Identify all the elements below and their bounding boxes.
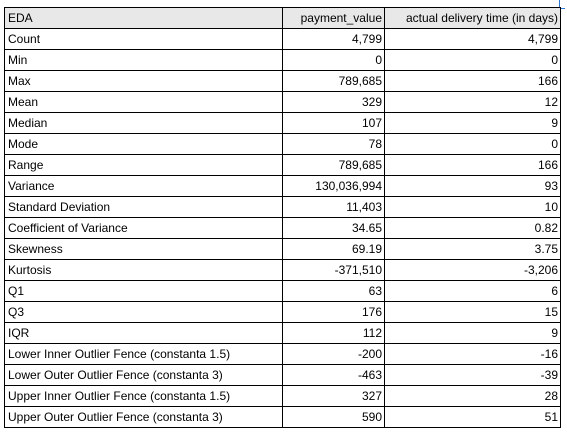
row-label[interactable]: IQR (5, 323, 283, 344)
payment-value-cell[interactable]: 11,403 (283, 197, 385, 218)
row-label[interactable]: Standard Deviation (5, 197, 283, 218)
payment-value-cell[interactable]: 63 (283, 281, 385, 302)
delivery-days-cell[interactable]: 0 (385, 134, 561, 155)
row-label[interactable]: Median (5, 113, 283, 134)
delivery-days-cell[interactable]: 166 (385, 71, 561, 92)
payment-value-cell[interactable]: -371,510 (283, 260, 385, 281)
table-row (5, 218, 561, 239)
row-label[interactable]: Mode (5, 134, 283, 155)
table-row (5, 260, 561, 281)
delivery-days-cell[interactable]: -16 (385, 344, 561, 365)
row-label[interactable]: Lower Outer Outlier Fence (constanta 3) (5, 365, 283, 386)
eda-summary-table (4, 7, 561, 428)
table-row (5, 365, 561, 386)
payment-value-cell[interactable]: 130,036,994 (283, 176, 385, 197)
payment-value-cell[interactable]: 78 (283, 134, 385, 155)
header-row (5, 8, 561, 29)
row-label[interactable]: Upper Inner Outlier Fence (constanta 1.5) (5, 386, 283, 407)
delivery-days-cell[interactable]: 12 (385, 92, 561, 113)
delivery-days-cell[interactable]: 93 (385, 176, 561, 197)
delivery-days-cell[interactable]: 6 (385, 281, 561, 302)
table-row (5, 134, 561, 155)
row-label[interactable]: Count (5, 29, 283, 50)
payment-value-cell[interactable]: 0 (283, 50, 385, 71)
payment-value-cell[interactable]: 176 (283, 302, 385, 323)
eda-spreadsheet (4, 7, 561, 428)
payment-value-cell[interactable]: 34.65 (283, 218, 385, 239)
row-label[interactable]: Variance (5, 176, 283, 197)
payment-value-cell[interactable]: 4,799 (283, 29, 385, 50)
header-cell-payment-value[interactable]: payment_value (283, 8, 385, 29)
delivery-days-cell[interactable]: 28 (385, 386, 561, 407)
header-cell-delivery-time[interactable]: actual delivery time (in days) (385, 8, 561, 29)
payment-value-cell[interactable]: 329 (283, 92, 385, 113)
table-row (5, 176, 561, 197)
delivery-days-cell[interactable]: 9 (385, 113, 561, 134)
table-row (5, 344, 561, 365)
delivery-days-cell[interactable]: 0 (385, 50, 561, 71)
header-cell-eda[interactable]: EDA (5, 8, 283, 29)
table-row (5, 302, 561, 323)
table-row (5, 239, 561, 260)
table-row (5, 407, 561, 428)
delivery-days-cell[interactable]: 9 (385, 323, 561, 344)
delivery-days-cell[interactable]: 166 (385, 155, 561, 176)
row-label[interactable]: Q3 (5, 302, 283, 323)
row-label[interactable]: Coefficient of Variance (5, 218, 283, 239)
row-label[interactable]: Min (5, 50, 283, 71)
table-row (5, 50, 561, 71)
delivery-days-cell[interactable]: 10 (385, 197, 561, 218)
delivery-days-cell[interactable]: 51 (385, 407, 561, 428)
payment-value-cell[interactable]: 107 (283, 113, 385, 134)
table-row (5, 323, 561, 344)
payment-value-cell[interactable]: 112 (283, 323, 385, 344)
row-label[interactable]: Range (5, 155, 283, 176)
delivery-days-cell[interactable]: 4,799 (385, 29, 561, 50)
row-label[interactable]: Max (5, 71, 283, 92)
row-label[interactable]: Lower Inner Outlier Fence (constanta 1.5) (5, 344, 283, 365)
table-row (5, 386, 561, 407)
row-label[interactable]: Mean (5, 92, 283, 113)
table-row (5, 113, 561, 134)
table-row (5, 92, 561, 113)
payment-value-cell[interactable]: 789,685 (283, 155, 385, 176)
payment-value-cell[interactable]: 590 (283, 407, 385, 428)
payment-value-cell[interactable]: -200 (283, 344, 385, 365)
table-row (5, 71, 561, 92)
delivery-days-cell[interactable]: -3,206 (385, 260, 561, 281)
payment-value-cell[interactable]: 327 (283, 386, 385, 407)
table-row (5, 155, 561, 176)
row-label[interactable]: Q1 (5, 281, 283, 302)
delivery-days-cell[interactable]: 0.82 (385, 218, 561, 239)
delivery-days-cell[interactable]: 15 (385, 302, 561, 323)
delivery-days-cell[interactable]: -39 (385, 365, 561, 386)
payment-value-cell[interactable]: -463 (283, 365, 385, 386)
delivery-days-cell[interactable]: 3.75 (385, 239, 561, 260)
table-row (5, 281, 561, 302)
payment-value-cell[interactable]: 69.19 (283, 239, 385, 260)
table-row (5, 29, 561, 50)
row-label[interactable]: Upper Outer Outlier Fence (constanta 3) (5, 407, 283, 428)
table-row (5, 197, 561, 218)
row-label[interactable]: Skewness (5, 239, 283, 260)
payment-value-cell[interactable]: 789,685 (283, 71, 385, 92)
row-label[interactable]: Kurtosis (5, 260, 283, 281)
